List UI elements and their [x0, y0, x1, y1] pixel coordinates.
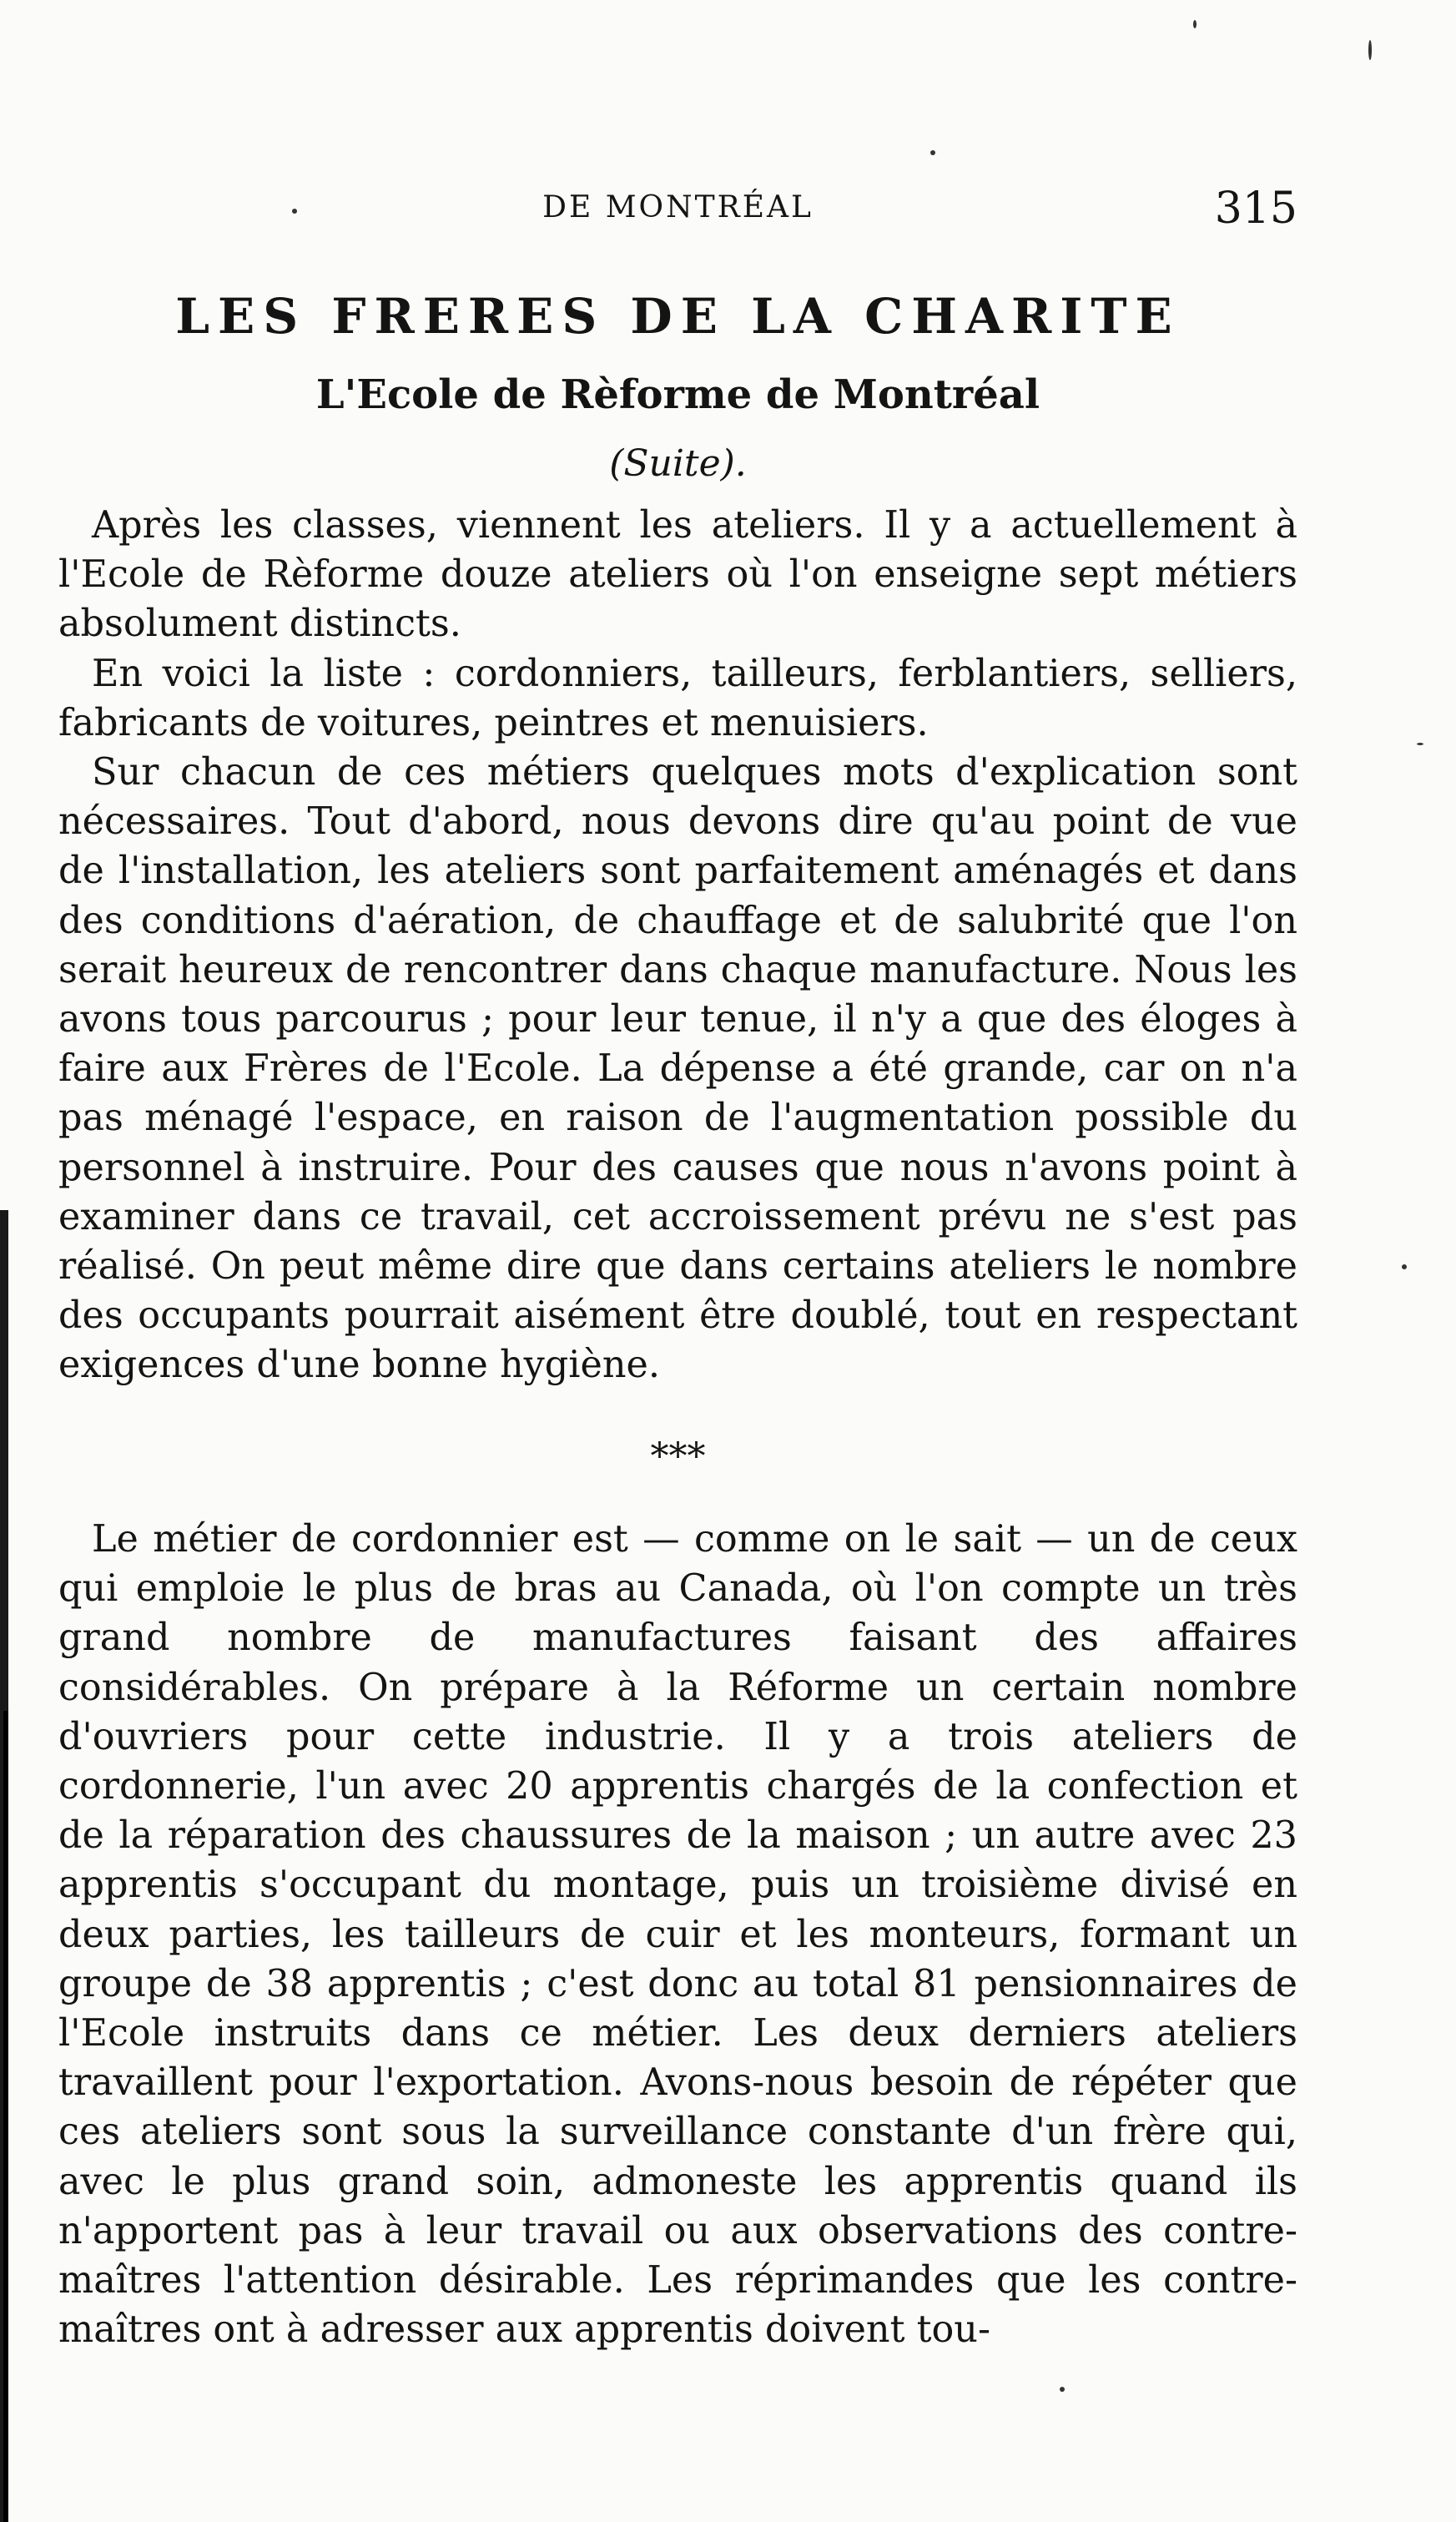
- paragraph: Le métier de cordonnier est — comme on le sait — un de ceux qui emploie le plus de bras au Canada, où l'on compte un très grand nombre de manufactures faisant des affaires considérables. On prépare à la Réforme un certain nombre d'ouvriers pour cette industrie. Il y a trois ateliers de cordonnerie, l'un avec 20 apprentis chargés de la confection et de la réparation des chaussures de la maison ; un autre avec 23 apprentis s'occupant du montage, puis un troisième divisé en deux parties, les tailleurs de cuir et les monteurs, formant un groupe de 38 apprentis ; c'est donc au total 81 pensionnaires de l'Ecole instruits dans ce métier. Les deux derniers ateliers travaillent pour l'exportation. Avons-nous besoin de répéter que ces ateliers sont sous la surveillance constante d'un frère qui, avec le plus grand soin, admoneste les apprentis quand ils n'apportent pas à leur travail ou aux observations des contre-maîtres l'attention désirable. Les réprimandes que les contre-maîtres ont à adresser aux apprentis doivent tou-: [58, 1518, 1297, 2352]
- paragraph: Sur chacun de ces métiers quelques mots d'explication sont nécessaires. Tout d'abord, nous devons dire qu'au point de vue de l'installation, les ateliers sont parfaitement aménagés et dans des conditions d'aération, de chauffage et de salubrité que l'on serait heureux de rencontrer dans chaque manufacture. Nous les avons tous parcourus ; pour leur tenue, il n'y a que des éloges à faire aux Frères de l'Ecole. La dépense a été grande, car on n'a pas ménagé l'espace, en raison de l'augmentation possible du personnel à instruire. Pour des causes que nous n'avons point à examiner dans ce travail, cet accroissement prévu ne s'est pas réalisé. On peut même dire que dans certains ateliers le nombre des occupants pourrait aisément être doublé, tout en respectant exigences d'une bonne hygiène.: [58, 751, 1297, 1387]
- paragraph: En voici la liste : cordonniers, tailleurs, ferblantiers, selliers, fabricants de voitures, peintres et menuisiers.: [58, 652, 1297, 744]
- asterism: ***: [650, 1435, 706, 1478]
- scan-speck: [1417, 743, 1423, 745]
- paragraph: Après les classes, viennent les ateliers. Il y a actuellement à l'Ecole de Rèforme douze ateliers où l'on enseigne sept métiers absolument distincts.: [58, 504, 1297, 646]
- scan-speck: [930, 150, 935, 155]
- section-separator: [58, 1435, 1297, 1478]
- scan-speck: [1402, 1264, 1407, 1269]
- page-header: [58, 184, 1297, 242]
- article-subtitle: L'Ecole de Rèforme de Montréal: [315, 371, 1040, 418]
- article-title: LES FRERES DE LA CHARITE: [175, 288, 1181, 345]
- continuation-note: (Suite).: [609, 442, 747, 485]
- scan-speck: [292, 209, 297, 214]
- page-number: 315: [1214, 184, 1297, 234]
- running-title: DE MONTRÉAL: [542, 190, 814, 224]
- article-body-part-2: [58, 1515, 1297, 2354]
- scan-speck: [1193, 20, 1197, 28]
- article-body-part-1: [58, 501, 1297, 1390]
- scan-speck: [1060, 2387, 1065, 2392]
- scan-speck: [1368, 40, 1372, 60]
- scan-binding-edge-dark: [3, 1711, 8, 2522]
